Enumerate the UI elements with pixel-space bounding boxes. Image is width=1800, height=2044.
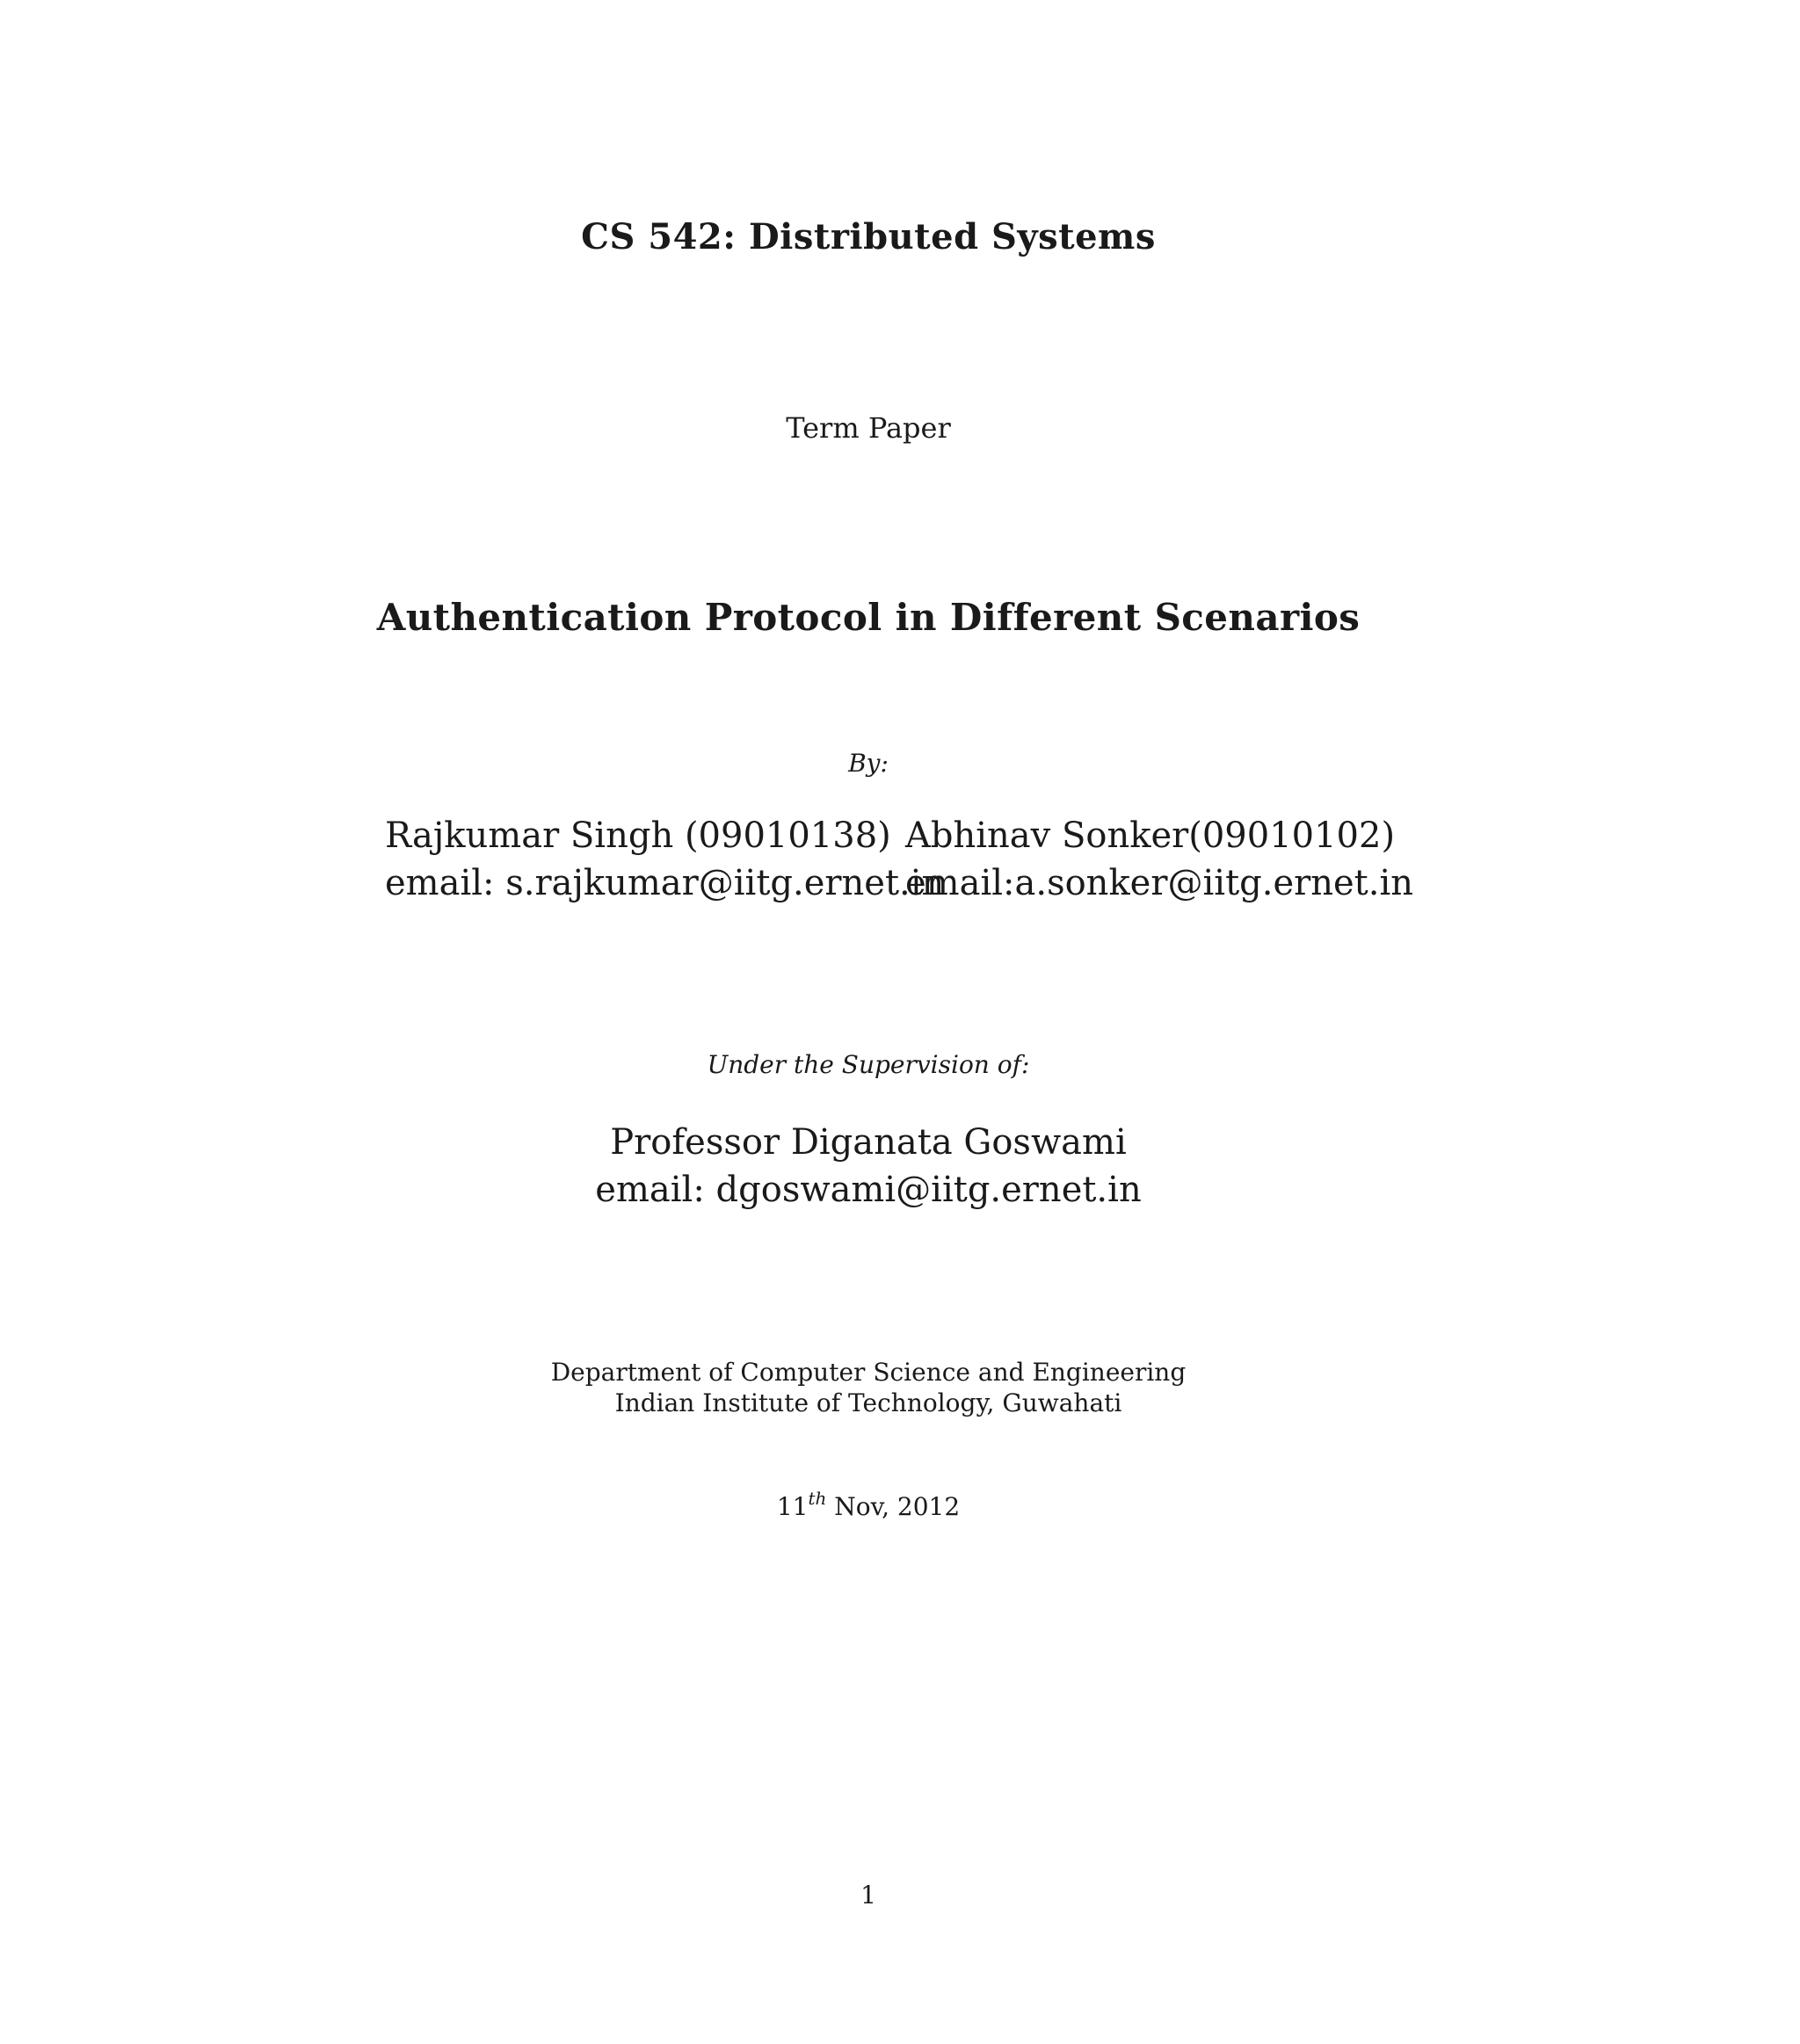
date-suffix: th: [808, 1488, 827, 1509]
by-label: By:: [848, 749, 889, 778]
author-2-email: email:a.sonker@iitg.ernet.in: [905, 863, 1414, 903]
supervision-label: Under the Supervision of:: [707, 1050, 1030, 1079]
paper-title: Authentication Protocol in Different Scenarios: [376, 596, 1361, 639]
author-2-name: Abhinav Sonker(09010102): [905, 815, 1396, 856]
date-rest: Nov, 2012: [826, 1492, 961, 1521]
author-2: [905, 812, 1413, 907]
author-1-name: Rajkumar Singh (09010138): [385, 815, 891, 856]
author-1: [385, 812, 945, 907]
date: [0, 1488, 1737, 1521]
course-title: CS 542: Distributed Systems: [581, 216, 1156, 257]
supervisor-email: email: dgoswami@iitg.ernet.in: [595, 1170, 1142, 1210]
supervisor-name: Professor Diganata Goswami: [610, 1122, 1127, 1163]
authors-block: [385, 812, 1413, 907]
date-day: 11: [776, 1492, 809, 1521]
page-number: 1: [860, 1881, 876, 1910]
institute: Indian Institute of Technology, Guwahati: [614, 1388, 1122, 1417]
document-type: Term Paper: [786, 411, 951, 445]
author-1-email: email: s.rajkumar@iitg.ernet.in: [385, 863, 945, 903]
department: Department of Computer Science and Engineering: [550, 1358, 1187, 1387]
